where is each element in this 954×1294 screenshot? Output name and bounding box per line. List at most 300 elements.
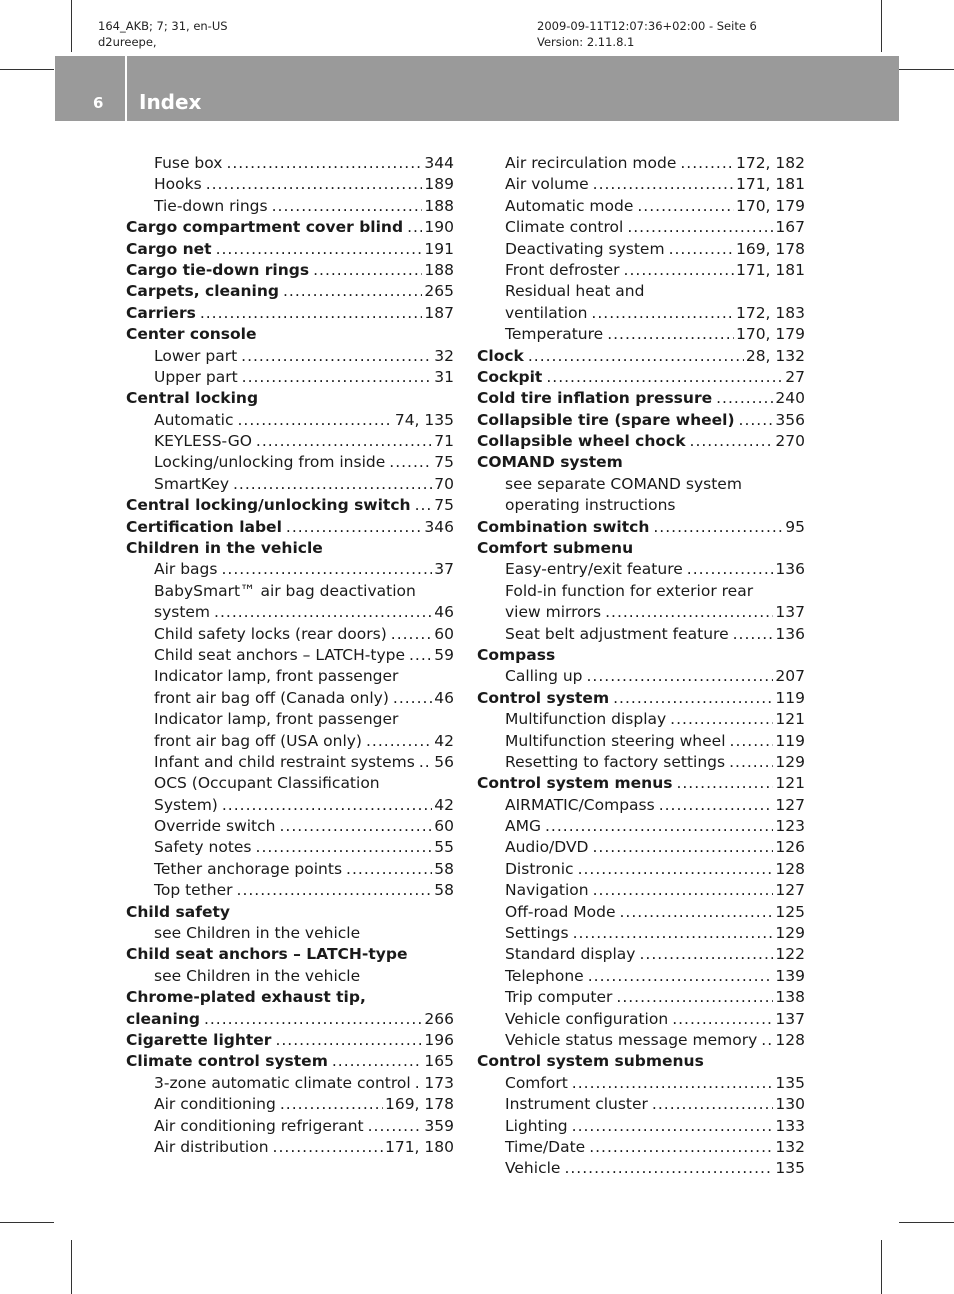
index-entry bbox=[477, 517, 805, 538]
page-reference: 191 bbox=[424, 239, 454, 258]
page-reference: 125 bbox=[775, 902, 805, 921]
entry-text: Comfort bbox=[505, 1073, 568, 1092]
print-meta-version: Version: 2.11.8.1 bbox=[537, 35, 635, 49]
index-subentry bbox=[126, 602, 454, 623]
entry-text: Vehicle configuration bbox=[505, 1009, 669, 1028]
page-number: 6 bbox=[93, 94, 104, 112]
page-reference: 122 bbox=[775, 945, 805, 964]
entry-text: Resetting to factory settings bbox=[505, 752, 726, 771]
page-reference: 75 bbox=[434, 496, 454, 515]
leader-dots bbox=[659, 795, 774, 816]
index-subentry bbox=[477, 838, 805, 859]
leader-dots bbox=[272, 196, 423, 217]
page-reference: 121 bbox=[775, 710, 805, 729]
index-subentry bbox=[126, 731, 454, 752]
entry-text: Locking/unlocking from inside bbox=[154, 453, 386, 472]
page-reference: 58 bbox=[434, 881, 454, 900]
entry-text: see separate COMAND system bbox=[505, 474, 742, 493]
print-meta-left bbox=[98, 18, 228, 50]
index-entry bbox=[126, 281, 454, 302]
entry-text: Deactivating system bbox=[505, 239, 665, 258]
index-entry bbox=[477, 410, 805, 431]
index-subentry bbox=[477, 260, 805, 281]
page-reference: 127 bbox=[775, 881, 805, 900]
page-reference: 135 bbox=[775, 1159, 805, 1178]
index-entry bbox=[126, 538, 454, 559]
leader-dots bbox=[206, 174, 423, 195]
index-subentry bbox=[477, 752, 805, 773]
index-subentry bbox=[126, 859, 454, 880]
index-subentry bbox=[126, 174, 454, 195]
page-reference: 265 bbox=[424, 282, 454, 301]
leader-dots bbox=[733, 624, 774, 645]
index-subentry bbox=[477, 1009, 805, 1030]
entry-text: Upper part bbox=[154, 367, 238, 386]
page-reference: 188 bbox=[424, 260, 454, 279]
index-entry bbox=[126, 1051, 454, 1072]
index-subentry bbox=[477, 624, 805, 645]
leader-dots bbox=[368, 1116, 423, 1137]
page-reference: 171, 180 bbox=[384, 1137, 454, 1156]
section-title: Index bbox=[139, 90, 202, 114]
leader-dots bbox=[627, 217, 773, 238]
page-reference: 196 bbox=[424, 1031, 454, 1049]
page-reference: 129 bbox=[775, 752, 805, 771]
page-reference: 136 bbox=[775, 560, 805, 579]
entry-text: Child safety bbox=[126, 902, 230, 921]
page-reference: 127 bbox=[775, 795, 805, 814]
page-reference: 70 bbox=[434, 474, 454, 493]
crop-mark-top-left-v bbox=[71, 0, 72, 52]
page-reference: 58 bbox=[434, 859, 454, 878]
page-reference: 60 bbox=[434, 817, 454, 836]
entry-text: System) bbox=[154, 795, 218, 814]
entry-text: Air conditioning refrigerant bbox=[154, 1116, 364, 1135]
entry-text: Top tether bbox=[154, 881, 233, 900]
entry-text: Control system submenus bbox=[477, 1052, 704, 1071]
page-reference: 169, 178 bbox=[384, 1095, 454, 1114]
page-reference: 46 bbox=[434, 603, 454, 622]
crop-mark-top-left-h bbox=[0, 69, 54, 70]
leader-dots bbox=[653, 517, 783, 538]
leader-dots bbox=[593, 880, 774, 901]
entry-text: Cargo compartment cover blind bbox=[126, 218, 404, 237]
page-reference: 190 bbox=[424, 218, 454, 237]
index-subentry bbox=[126, 559, 454, 580]
index-entry bbox=[477, 452, 805, 473]
page-reference: 172, 183 bbox=[735, 303, 805, 322]
page-reference: 74, 135 bbox=[394, 410, 454, 429]
page-reference: 170, 179 bbox=[735, 325, 805, 344]
leader-dots bbox=[680, 153, 734, 174]
index-subentry bbox=[477, 324, 805, 345]
entry-text: see Children in the vehicle bbox=[154, 966, 361, 985]
page-reference: 60 bbox=[434, 624, 454, 643]
leader-dots bbox=[313, 260, 422, 281]
leader-dots bbox=[279, 816, 432, 837]
leader-dots bbox=[578, 859, 774, 880]
entry-text: Climate control bbox=[505, 218, 624, 237]
index-subentry bbox=[477, 816, 805, 837]
index-subentry bbox=[477, 281, 805, 302]
crop-mark-bottom-left-v bbox=[71, 1240, 72, 1294]
entry-text: Collapsible wheel chock bbox=[477, 432, 686, 451]
index-subentry bbox=[126, 966, 454, 987]
leader-dots bbox=[739, 410, 774, 431]
entry-text: Child safety locks (rear doors) bbox=[154, 624, 387, 643]
entry-text: operating instructions bbox=[505, 496, 676, 515]
entry-text: COMAND system bbox=[477, 453, 623, 472]
entry-text: Air distribution bbox=[154, 1137, 269, 1156]
page-reference: 32 bbox=[434, 346, 454, 365]
entry-text: Control system bbox=[477, 688, 610, 707]
leader-dots bbox=[407, 217, 422, 238]
index-entry bbox=[126, 303, 454, 324]
page-reference: 173 bbox=[424, 1073, 454, 1092]
leader-dots bbox=[241, 346, 432, 367]
leader-dots bbox=[669, 239, 734, 260]
leader-dots bbox=[593, 174, 734, 195]
index-subentry bbox=[126, 1137, 454, 1158]
index-entry bbox=[477, 645, 805, 666]
leader-dots bbox=[256, 431, 432, 452]
print-meta-user: d2ureepe, bbox=[98, 35, 157, 49]
leader-dots bbox=[592, 838, 773, 859]
page-reference: 71 bbox=[434, 432, 454, 451]
entry-text: BabySmart™ air bag deactivation bbox=[154, 581, 416, 600]
index-subentry bbox=[477, 153, 805, 174]
index-subentry bbox=[477, 880, 805, 901]
leader-dots bbox=[572, 1073, 774, 1094]
entry-text: Collapsible tire (spare wheel) bbox=[477, 410, 735, 429]
index-subentry bbox=[477, 902, 805, 923]
page-reference: 27 bbox=[785, 367, 805, 386]
crop-mark-top-right-v bbox=[881, 0, 882, 52]
leader-dots bbox=[242, 367, 433, 388]
index-entry bbox=[126, 902, 454, 923]
index-subentry bbox=[126, 688, 454, 709]
crop-mark-bottom-right-h bbox=[899, 1222, 954, 1223]
index-column-right bbox=[477, 153, 805, 1180]
entry-text: Comfort submenu bbox=[477, 539, 634, 558]
index-subentry bbox=[477, 559, 805, 580]
page-reference: 28, 132 bbox=[745, 346, 805, 365]
leader-dots bbox=[200, 303, 423, 324]
leader-dots bbox=[346, 859, 432, 880]
entry-text: Tether anchorage points bbox=[154, 859, 343, 878]
index-subentry bbox=[477, 217, 805, 238]
page-reference: 31 bbox=[434, 367, 454, 386]
entry-text: Air bags bbox=[154, 560, 218, 579]
entry-text: Telephone bbox=[505, 966, 584, 985]
leader-dots bbox=[672, 1009, 773, 1030]
leader-dots bbox=[605, 602, 773, 623]
header-divider bbox=[125, 56, 127, 121]
index-entry bbox=[477, 688, 805, 709]
entry-text: Distronic bbox=[505, 859, 574, 878]
leader-dots bbox=[332, 1051, 423, 1072]
index-entry bbox=[477, 538, 805, 559]
index-subentry bbox=[126, 581, 454, 602]
entry-text: Central locking/unlocking switch bbox=[126, 496, 411, 515]
page-reference: 137 bbox=[775, 1009, 805, 1028]
index-subentry bbox=[126, 624, 454, 645]
leader-dots bbox=[619, 902, 773, 923]
index-subentry bbox=[126, 923, 454, 944]
index-entry bbox=[126, 324, 454, 345]
entry-text: Cargo tie-down rings bbox=[126, 260, 310, 279]
leader-dots bbox=[283, 281, 422, 302]
index-subentry bbox=[477, 1158, 805, 1179]
index-subentry bbox=[477, 1116, 805, 1137]
entry-text: Safety notes bbox=[154, 838, 252, 857]
page-reference: 123 bbox=[775, 817, 805, 836]
entry-text: Temperature bbox=[505, 325, 604, 344]
index-entry bbox=[126, 944, 454, 965]
entry-text: Vehicle status message memory bbox=[505, 1031, 758, 1049]
leader-dots bbox=[393, 688, 432, 709]
leader-dots bbox=[652, 1094, 773, 1115]
leader-dots bbox=[391, 624, 432, 645]
index-subentry bbox=[477, 495, 805, 516]
page-reference: 207 bbox=[775, 667, 805, 686]
entry-text: Automatic mode bbox=[505, 196, 634, 215]
entry-text: Instrument cluster bbox=[505, 1095, 648, 1114]
entry-text: Front defroster bbox=[505, 260, 620, 279]
entry-text: Combination switch bbox=[477, 517, 650, 536]
entry-text: Clock bbox=[477, 346, 524, 365]
entry-text: Seat belt adjustment feature bbox=[505, 624, 729, 643]
index-subentry bbox=[126, 666, 454, 687]
page-reference: 359 bbox=[424, 1116, 454, 1135]
leader-dots bbox=[730, 731, 774, 752]
leader-dots bbox=[256, 838, 433, 859]
leader-dots bbox=[366, 731, 432, 752]
entry-text: Vehicle bbox=[505, 1159, 561, 1178]
entry-text: Off-road Mode bbox=[505, 902, 616, 921]
index-subentry bbox=[477, 602, 805, 623]
index-subentry bbox=[477, 795, 805, 816]
entry-text: Automatic bbox=[154, 410, 234, 429]
index-entry bbox=[126, 260, 454, 281]
leader-dots bbox=[616, 987, 773, 1008]
leader-dots bbox=[676, 773, 773, 794]
page-reference: 135 bbox=[775, 1073, 805, 1092]
leader-dots bbox=[761, 1030, 773, 1051]
page-reference: 171, 181 bbox=[735, 260, 805, 279]
entry-text: SmartKey bbox=[154, 474, 229, 493]
index-entry bbox=[126, 217, 454, 238]
leader-dots bbox=[573, 923, 774, 944]
index-subentry bbox=[477, 303, 805, 324]
entry-text: Compass bbox=[477, 645, 556, 664]
index-subentry bbox=[126, 1116, 454, 1137]
index-subentry bbox=[477, 731, 805, 752]
leader-dots bbox=[214, 602, 432, 623]
entry-text: Fold-in function for exterior rear bbox=[505, 581, 754, 600]
entry-text: Central locking bbox=[126, 389, 259, 408]
index-subentry bbox=[477, 1073, 805, 1094]
index-subentry bbox=[126, 474, 454, 495]
entry-text: see Children in the vehicle bbox=[154, 924, 361, 943]
index-entry bbox=[477, 367, 805, 388]
entry-text: Control system menus bbox=[477, 774, 673, 793]
index-entry bbox=[126, 1009, 454, 1030]
entry-text: view mirrors bbox=[505, 603, 602, 622]
index-entry bbox=[477, 431, 805, 452]
entry-text: ventilation bbox=[505, 303, 588, 322]
page-reference: 42 bbox=[434, 731, 454, 750]
entry-text: OCS (Occupant Classification bbox=[154, 774, 380, 793]
page-reference: 55 bbox=[434, 838, 454, 857]
header-bar bbox=[55, 56, 899, 121]
leader-dots bbox=[716, 388, 773, 409]
index-entry bbox=[126, 517, 454, 538]
leader-dots bbox=[226, 153, 422, 174]
index-subentry bbox=[477, 174, 805, 195]
page-reference: 130 bbox=[775, 1095, 805, 1114]
entry-text: Indicator lamp, front passenger bbox=[154, 667, 399, 686]
crop-mark-top-right-h bbox=[899, 69, 954, 70]
entry-text: Carriers bbox=[126, 303, 196, 322]
index-entry bbox=[126, 388, 454, 409]
crop-mark-bottom-left-h bbox=[0, 1222, 54, 1223]
leader-dots bbox=[687, 559, 774, 580]
entry-text: Navigation bbox=[505, 881, 589, 900]
leader-dots bbox=[564, 1158, 773, 1179]
page-reference: 136 bbox=[775, 624, 805, 643]
page-reference: 119 bbox=[775, 688, 805, 707]
entry-text: 3-zone automatic climate control bbox=[154, 1073, 411, 1092]
index-entry bbox=[126, 1030, 454, 1051]
index-entry bbox=[477, 388, 805, 409]
entry-text: Children in the vehicle bbox=[126, 539, 323, 558]
entry-text: Climate control system bbox=[126, 1052, 328, 1071]
index-subentry bbox=[126, 752, 454, 773]
entry-text: Child seat anchors – LATCH-type bbox=[154, 645, 405, 664]
leader-dots bbox=[690, 431, 774, 452]
page-reference: 165 bbox=[424, 1052, 454, 1071]
index-subentry bbox=[477, 987, 805, 1008]
leader-dots bbox=[587, 666, 774, 687]
index-subentry bbox=[126, 1073, 454, 1094]
leader-dots bbox=[204, 1009, 422, 1030]
entry-text: Settings bbox=[505, 924, 569, 943]
leader-dots bbox=[670, 709, 773, 730]
index-subentry bbox=[126, 153, 454, 174]
index-entry bbox=[126, 239, 454, 260]
leader-dots bbox=[238, 410, 393, 431]
index-subentry bbox=[126, 431, 454, 452]
index-subentry bbox=[126, 410, 454, 431]
index-entry bbox=[126, 987, 454, 1008]
index-entry bbox=[477, 773, 805, 794]
page-reference: 133 bbox=[775, 1116, 805, 1135]
page-reference: 128 bbox=[775, 859, 805, 878]
leader-dots bbox=[607, 324, 734, 345]
leader-dots bbox=[222, 795, 432, 816]
entry-text: Calling up bbox=[505, 667, 583, 686]
page-reference: 266 bbox=[424, 1009, 454, 1028]
page-reference: 167 bbox=[775, 218, 805, 237]
entry-text: Air conditioning bbox=[154, 1095, 276, 1114]
index-subentry bbox=[126, 709, 454, 730]
leader-dots bbox=[280, 1094, 383, 1115]
index-subentry bbox=[126, 645, 454, 666]
leader-dots bbox=[637, 196, 734, 217]
entry-text: Cigarette lighter bbox=[126, 1031, 272, 1049]
page-reference: 121 bbox=[775, 774, 805, 793]
index-subentry bbox=[477, 239, 805, 260]
page-reference: 346 bbox=[424, 517, 454, 536]
index-subentry bbox=[126, 1094, 454, 1115]
page-reference: 170, 179 bbox=[735, 196, 805, 215]
index-subentry bbox=[477, 196, 805, 217]
index-subentry bbox=[126, 346, 454, 367]
entry-text: front air bag off (Canada only) bbox=[154, 688, 389, 707]
index-subentry bbox=[477, 581, 805, 602]
leader-dots bbox=[409, 645, 432, 666]
leader-dots bbox=[613, 688, 773, 709]
index-subentry bbox=[477, 859, 805, 880]
page-reference: 59 bbox=[434, 645, 454, 664]
index-subentry bbox=[126, 452, 454, 473]
crop-mark-bottom-right-v bbox=[881, 1240, 882, 1294]
entry-text: Carpets, cleaning bbox=[126, 282, 279, 301]
leader-dots bbox=[545, 816, 773, 837]
index-entry bbox=[126, 495, 454, 516]
leader-dots bbox=[275, 1030, 422, 1051]
leader-dots bbox=[419, 752, 432, 773]
page-reference: 129 bbox=[775, 924, 805, 943]
page-reference: 240 bbox=[775, 389, 805, 408]
entry-text: Certification label bbox=[126, 517, 282, 536]
leader-dots bbox=[624, 260, 734, 281]
entry-text: Cockpit bbox=[477, 367, 543, 386]
entry-text: Infant and child restraint systems bbox=[154, 752, 415, 771]
index-subentry bbox=[477, 1030, 805, 1051]
leader-dots bbox=[237, 880, 433, 901]
index-subentry bbox=[126, 367, 454, 388]
page-reference: 172, 182 bbox=[735, 153, 805, 172]
index-subentry bbox=[477, 923, 805, 944]
leader-dots bbox=[233, 474, 432, 495]
page-reference: 138 bbox=[775, 988, 805, 1007]
index-column-left bbox=[126, 153, 454, 1158]
index-subentry bbox=[477, 1094, 805, 1115]
entry-text: Lighting bbox=[505, 1116, 568, 1135]
page-reference: 344 bbox=[424, 153, 454, 172]
leader-dots bbox=[273, 1137, 383, 1158]
page-reference: 128 bbox=[775, 1031, 805, 1049]
leader-dots bbox=[546, 367, 783, 388]
page-reference: 132 bbox=[775, 1137, 805, 1156]
entry-text: Cargo net bbox=[126, 239, 212, 258]
page-reference: 187 bbox=[424, 303, 454, 322]
leader-dots bbox=[639, 944, 773, 965]
index-subentry bbox=[126, 816, 454, 837]
leader-dots bbox=[415, 1073, 423, 1094]
index-subentry bbox=[477, 966, 805, 987]
leader-dots bbox=[389, 452, 432, 473]
leader-dots bbox=[729, 752, 773, 773]
print-meta-job: 164_AKB; 7; 31, en-US bbox=[98, 19, 228, 33]
page-reference: 169, 178 bbox=[735, 239, 805, 258]
leader-dots bbox=[221, 559, 432, 580]
print-meta-timestamp: 2009-09-11T12:07:36+02:00 - Seite 6 bbox=[537, 19, 757, 33]
page-reference: 270 bbox=[775, 432, 805, 451]
index-subentry bbox=[126, 880, 454, 901]
